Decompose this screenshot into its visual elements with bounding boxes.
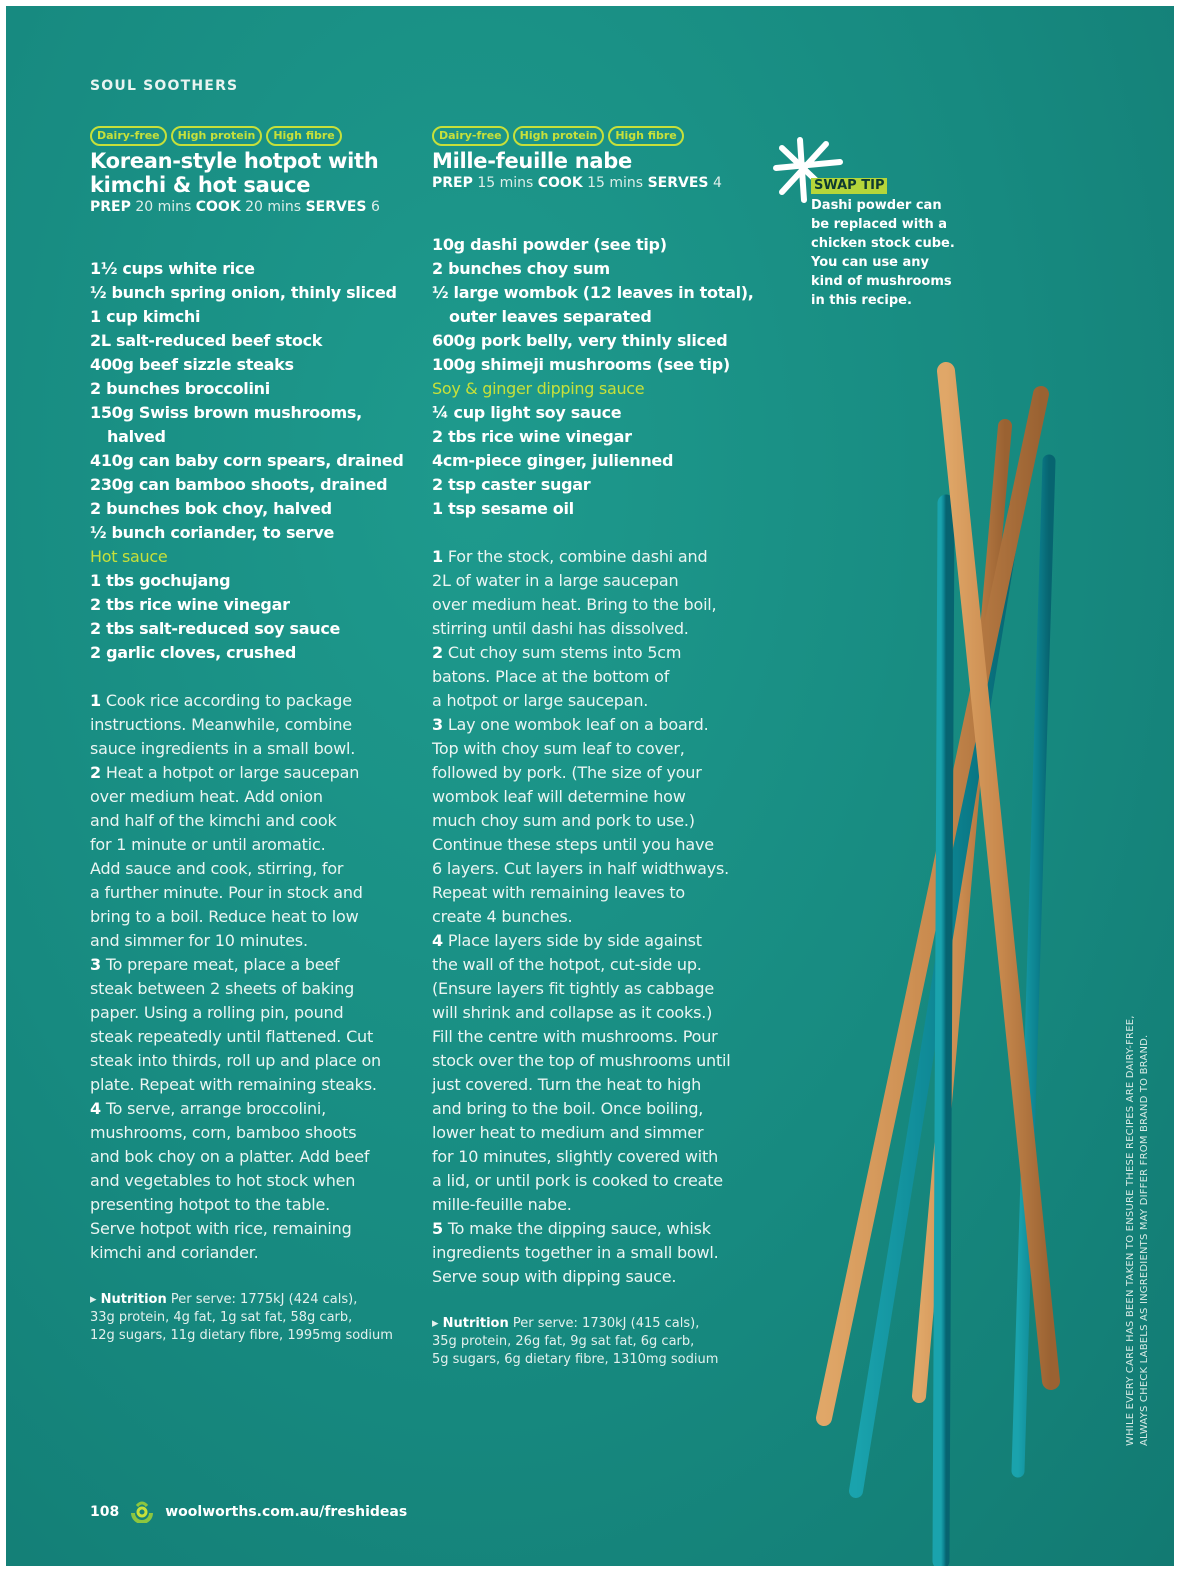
ingredient-item: 2 bunches broccolini [90, 379, 270, 398]
step-text: Heat a hotpot or large saucepan [105, 763, 360, 782]
footer-url[interactable]: woolworths.com.au/freshideas [165, 1504, 408, 1520]
swap-tip-line: kind of mushrooms [811, 274, 952, 289]
step-text: a further minute. Pour in stock and [90, 883, 363, 902]
method-line [432, 569, 754, 593]
method-line [432, 593, 754, 617]
step-text: steak between 2 sheets of baking [90, 979, 355, 998]
meta-prep-label: PREP [432, 175, 473, 191]
method-line [432, 833, 754, 857]
step-text: Lay one wombok leaf on a board. [447, 715, 709, 734]
method-line [432, 1025, 754, 1049]
method-line [90, 1049, 404, 1073]
method-line [90, 1241, 404, 1265]
step-number: 1 [90, 691, 101, 710]
meta-cook-label: COOK [537, 175, 583, 191]
step-number: 1 [432, 547, 443, 566]
method-line [432, 1097, 754, 1121]
nutrition-line [90, 1327, 404, 1345]
ingredient-item: 2 tbs salt-reduced soy sauce [90, 619, 341, 638]
ingredient-item: ¼ cup light soy sauce [432, 403, 622, 422]
ingredient-item: 410g can baby corn spears, drained [90, 451, 404, 470]
method-line [432, 977, 754, 1001]
step-number: 5 [432, 1219, 443, 1238]
step-text: over medium heat. Bring to the boil, [432, 595, 717, 614]
step-text: Serve hotpot with rice, remaining [90, 1219, 352, 1238]
swap-tip-line: in this recipe. [811, 293, 912, 308]
ingredient-item: 2 garlic cloves, crushed [90, 643, 297, 662]
ingredient-item: ½ bunch spring onion, thinly sliced [90, 283, 397, 302]
ingredient-item: 2 bunches bok choy, halved [90, 499, 332, 518]
step-text: much choy sum and pork to use.) [432, 811, 695, 830]
step-text: batons. Place at the bottom of [432, 667, 670, 686]
page-number: 108 [90, 1504, 120, 1520]
method [432, 545, 754, 1289]
method-line [90, 977, 404, 1001]
meta-cook-label: COOK [195, 199, 241, 215]
nutrition-label: Nutrition [442, 1316, 509, 1331]
step-text: and simmer for 10 minutes. [90, 931, 308, 950]
method-line [90, 689, 404, 713]
method-line [90, 1025, 404, 1049]
ingredient-item: 1½ cups white rice [90, 259, 255, 278]
meta-prep-label: PREP [90, 199, 131, 215]
nutrition [90, 1291, 404, 1345]
step-number: 2 [90, 763, 101, 782]
step-text: steak repeatedly until flattened. Cut [90, 1027, 374, 1046]
step-text: for 10 minutes, slightly covered with [432, 1147, 719, 1166]
step-text: the wall of the hotpot, cut-side up. [432, 955, 702, 974]
recipe-title [432, 149, 722, 173]
ingredient-item: 1 tbs gochujang [90, 571, 231, 590]
step-text: followed by pork. (The size of your [432, 763, 702, 782]
ingredient-item: 2 tsp caster sugar [432, 475, 591, 494]
method-line [90, 905, 404, 929]
method-line [432, 545, 754, 569]
step-text: To make the dipping sauce, whisk [447, 1219, 711, 1238]
nutrition-label: Nutrition [100, 1292, 167, 1307]
ingredient-item: 1 tsp sesame oil [432, 499, 574, 518]
recipe-title [90, 149, 380, 197]
recipe-title-line: kimchi & hot sauce [90, 173, 311, 197]
meta-serves-label: SERVES [647, 175, 709, 191]
diet-tag: High fibre [266, 126, 341, 146]
method-line [432, 1001, 754, 1025]
disclaimer [1124, 1015, 1152, 1446]
method-line [432, 1217, 754, 1241]
ingredient-item: 400g beef sizzle steaks [90, 355, 294, 374]
method-line [432, 665, 754, 689]
step-text: Repeat with remaining leaves to [432, 883, 686, 902]
step-text: presenting hotpot to the table. [90, 1195, 331, 1214]
nutrition-text: Per serve: 1730kJ (415 cals), [512, 1316, 700, 1331]
diet-tag: High protein [513, 126, 605, 146]
step-text: plate. Repeat with remaining steaks. [90, 1075, 377, 1094]
method-line [432, 1073, 754, 1097]
step-text: mille-feuille nabe. [432, 1195, 572, 1214]
method-line [90, 809, 404, 833]
step-text: Cook rice according to package [105, 691, 352, 710]
step-text: lower heat to medium and simmer [432, 1123, 704, 1142]
step-text: and vegetables to hot stock when [90, 1171, 356, 1190]
step-text: Cut choy sum stems into 5cm [447, 643, 682, 662]
nutrition-line [90, 1309, 404, 1327]
recipe-meta [90, 197, 380, 217]
method-line [432, 1121, 754, 1145]
recipe-tags [432, 126, 722, 146]
step-text: and bok choy on a platter. Add beef [90, 1147, 370, 1166]
recipe-mille-feuille-nabe [432, 126, 754, 1367]
swap-tip-line: chicken stock cube. [811, 236, 955, 251]
diet-tag: Dairy-free [432, 126, 509, 146]
ingredient-item: ½ large wombok (12 leaves in total), [432, 283, 754, 302]
method-line [432, 1241, 754, 1265]
step-text: To serve, arrange broccolini, [105, 1099, 327, 1118]
meta-cook: 20 mins [245, 199, 302, 215]
ingredients-subheading: Soy & ginger dipping sauce [432, 379, 645, 398]
step-text: and half of the kimchi and cook [90, 811, 337, 830]
nutrition-line [432, 1333, 754, 1351]
method-line [90, 1121, 404, 1145]
ingredient-item: 2 tbs rice wine vinegar [90, 595, 290, 614]
method-line [432, 929, 754, 953]
step-text: a hotpot or large saucepan. [432, 691, 649, 710]
swap-tip-heading: SWAP TIP [811, 178, 887, 194]
meta-prep: 20 mins [135, 199, 192, 215]
step-text: steak into thirds, roll up and place on [90, 1051, 381, 1070]
method-line [432, 785, 754, 809]
ingredients-list [432, 233, 754, 1369]
step-text: will shrink and collapse as it cooks.) [432, 1003, 713, 1022]
ingredients-subheading: Hot sauce [90, 547, 168, 566]
method [90, 689, 404, 1265]
method-line [432, 713, 754, 737]
step-number: 3 [90, 955, 101, 974]
method-line [432, 1193, 754, 1217]
nutrition-text: 12g sugars, 11g dietary fibre, 1995mg sodium [90, 1328, 393, 1343]
meta-serves: 6 [370, 199, 380, 215]
swap-tip-line: Dashi powder can [811, 198, 942, 213]
method-line [90, 833, 404, 857]
recipe-meta [432, 173, 722, 193]
meta-serves: 4 [712, 175, 722, 191]
method-line [90, 713, 404, 737]
step-text: mushrooms, corn, bamboo shoots [90, 1123, 357, 1142]
ingredient-item: 1 cup kimchi [90, 307, 201, 326]
method-line [432, 689, 754, 713]
ingredient-item: 2 tbs rice wine vinegar [432, 427, 632, 446]
method-line [432, 1049, 754, 1073]
method-line [90, 1169, 404, 1193]
method-line [90, 857, 404, 881]
ingredient-item: 600g pork belly, very thinly sliced [432, 331, 728, 350]
step-text: Add sauce and cook, stirring, for [90, 859, 344, 878]
ingredient-item: 2 bunches choy sum [432, 259, 610, 278]
method-line [432, 905, 754, 929]
step-text: To prepare meat, place a beef [105, 955, 340, 974]
ingredient-item: 230g can bamboo shoots, drained [90, 475, 388, 494]
footer [90, 1501, 407, 1523]
method-line [90, 929, 404, 953]
nutrition-line: ▸ Nutrition Per serve: 1775kJ (424 cals), [90, 1292, 358, 1307]
step-text: 6 layers. Cut layers in half widthways. [432, 859, 730, 878]
step-text: for 1 minute or until aromatic. [90, 835, 326, 854]
method-line [90, 1001, 404, 1025]
method-line [432, 761, 754, 785]
step-text: Top with choy sum leaf to cover, [432, 739, 685, 758]
nutrition-text: 35g protein, 26g fat, 9g sat fat, 6g carb, [432, 1334, 695, 1349]
meta-serves-label: SERVES [305, 199, 367, 215]
step-text: 2L of water in a large saucepan [432, 571, 679, 590]
woolworths-logo-icon [129, 1501, 155, 1523]
teal-chopstick [941, 503, 946, 1561]
diet-tag: High protein [171, 126, 263, 146]
step-text: wombok leaf will determine how [432, 787, 686, 806]
diet-tag: High fibre [608, 126, 683, 146]
ingredient-item: 10g dashi powder (see tip) [432, 235, 667, 254]
disclaimer-line: WHILE EVERY CARE HAS BEEN TAKEN TO ENSURE THESE RECIPES ARE DAIRY-FREE, [1125, 1015, 1136, 1446]
step-number: 4 [432, 931, 443, 950]
method-line [432, 617, 754, 641]
step-text: stirring until dashi has dissolved. [432, 619, 689, 638]
method-line [90, 785, 404, 809]
method-line [432, 641, 754, 665]
nutrition-text: 5g sugars, 6g dietary fibre, 1310mg sodium [432, 1352, 719, 1367]
step-text: and bring to the boil. Once boiling, [432, 1099, 704, 1118]
step-number: 2 [432, 643, 443, 662]
step-text: For the stock, combine dashi and [447, 547, 708, 566]
ingredients-list [90, 257, 404, 1345]
method-line [90, 1145, 404, 1169]
ingredient-item: halved [107, 427, 166, 446]
method-line [90, 1097, 404, 1121]
recipe-tags [90, 126, 380, 146]
method-line [432, 737, 754, 761]
method-line [90, 953, 404, 977]
swap-tip-line: You can use any [811, 255, 930, 270]
step-text: kimchi and coriander. [90, 1243, 259, 1262]
step-text: sauce ingredients in a small bowl. [90, 739, 356, 758]
step-text: bring to a boil. Reduce heat to low [90, 907, 359, 926]
step-text: instructions. Meanwhile, combine [90, 715, 352, 734]
method-line [90, 881, 404, 905]
step-text: a lid, or until pork is cooked to create [432, 1171, 723, 1190]
step-text: Fill the centre with mushrooms. Pour [432, 1027, 718, 1046]
ingredient-item: 4cm-piece ginger, julienned [432, 451, 674, 470]
nutrition [432, 1315, 754, 1369]
swap-tip [811, 174, 981, 310]
method-line [90, 737, 404, 761]
step-text: paper. Using a rolling pin, pound [90, 1003, 344, 1022]
step-number: 3 [432, 715, 443, 734]
ingredient-item: 2L salt-reduced beef stock [90, 331, 323, 350]
recipe-korean-hotpot [90, 126, 404, 1343]
ingredient-item: ½ bunch coriander, to serve [90, 523, 335, 542]
nutrition-line: ▸ Nutrition Per serve: 1730kJ (415 cals), [432, 1316, 700, 1331]
swap-tip-line: be replaced with a [811, 217, 947, 232]
method-line [432, 1169, 754, 1193]
diet-tag: Dairy-free [90, 126, 167, 146]
step-text: stock over the top of mushrooms until [432, 1051, 731, 1070]
step-text: over medium heat. Add onion [90, 787, 323, 806]
nutrition-text: Per serve: 1775kJ (424 cals), [170, 1292, 358, 1307]
step-text: Continue these steps until you have [432, 835, 714, 854]
ingredient-item: 100g shimeji mushrooms (see tip) [432, 355, 730, 374]
method-line [432, 857, 754, 881]
ingredient-item: 150g Swiss brown mushrooms, [90, 403, 362, 422]
recipe-title-line: Mille-feuille nabe [432, 149, 632, 173]
ingredient-item: outer leaves separated [449, 307, 652, 326]
disclaimer-line: ALWAYS CHECK LABELS AS INGREDIENTS MAY DIFFER FROM BRAND TO BRAND. [1139, 1034, 1150, 1446]
meta-prep: 15 mins [477, 175, 534, 191]
method-line [432, 809, 754, 833]
method-line [90, 761, 404, 785]
nutrition-text: 33g protein, 4g fat, 1g sat fat, 58g carb, [90, 1310, 353, 1325]
nutrition-line [432, 1351, 754, 1369]
method-line [432, 1145, 754, 1169]
magazine-page [6, 6, 1174, 1566]
step-text: Serve soup with dipping sauce. [432, 1267, 677, 1286]
method-line [432, 1265, 754, 1289]
method-line [90, 1193, 404, 1217]
step-text: ingredients together in a small bowl. [432, 1243, 719, 1262]
step-text: just covered. Turn the heat to high [432, 1075, 702, 1094]
recipe-title-line: Korean-style hotpot with [90, 149, 379, 173]
method-line [432, 881, 754, 905]
section-header: SOUL SOOTHERS [90, 78, 239, 94]
step-text: Place layers side by side against [447, 931, 702, 950]
method-line [90, 1073, 404, 1097]
method-line [432, 953, 754, 977]
step-text: (Ensure layers fit tightly as cabbage [432, 979, 714, 998]
method-line [90, 1217, 404, 1241]
step-text: create 4 bunches. [432, 907, 573, 926]
step-number: 4 [90, 1099, 101, 1118]
meta-cook: 15 mins [587, 175, 644, 191]
